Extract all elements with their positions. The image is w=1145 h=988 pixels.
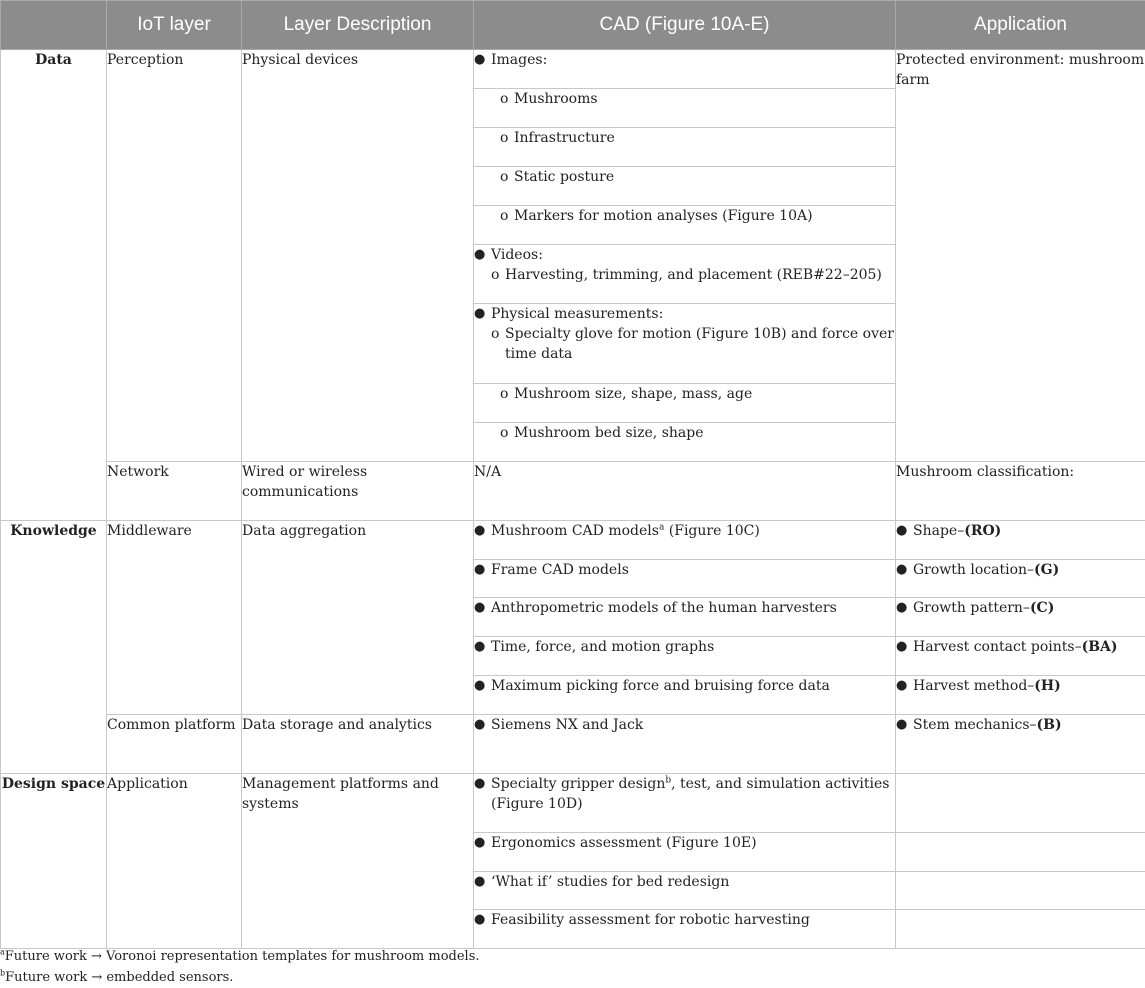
description-application: Management platforms and systems bbox=[242, 774, 474, 949]
header-application: Application bbox=[896, 1, 1145, 50]
layer-middleware: Middleware bbox=[107, 521, 242, 715]
sub-bullet-icon: o bbox=[500, 89, 514, 109]
layer-perception: Perception bbox=[107, 50, 242, 462]
description-middleware: Data aggregation bbox=[242, 521, 474, 715]
group-design-space: Design space bbox=[1, 774, 107, 949]
table-row bbox=[1, 50, 1145, 89]
cad-markers: o Markers for motion analyses (Figure 10A) bbox=[474, 206, 896, 245]
group-data: Data bbox=[1, 50, 107, 521]
cad-graphs: ● Time, force, and motion graphs bbox=[474, 637, 896, 676]
bullet-icon: ● bbox=[896, 521, 913, 541]
sub-bullet-icon: o bbox=[500, 167, 514, 187]
cad-bed-size: o Mushroom bed size, shape bbox=[474, 423, 896, 462]
cad-physical-measurements: ● Physical measurements: o Specialty glove for motion (Figure 10B) and force over time data bbox=[474, 304, 896, 384]
bullet-icon: ● bbox=[474, 676, 491, 696]
cad-videos: ● Videos: o Harvesting, trimming, and placement (REB#22–205) bbox=[474, 245, 896, 304]
bullet-icon: ● bbox=[896, 715, 913, 735]
header-cad: CAD (Figure 10A-E) bbox=[474, 1, 896, 50]
bullet-icon: ● bbox=[474, 774, 491, 794]
sub-bullet-icon: o bbox=[500, 384, 514, 404]
cad-images: ● Images: bbox=[474, 50, 896, 89]
description-common-platform: Data storage and analytics bbox=[242, 715, 474, 774]
header-row bbox=[1, 1, 1145, 50]
bullet-icon: ● bbox=[474, 245, 491, 265]
cad-mushroom-size: o Mushroom size, shape, mass, age bbox=[474, 384, 896, 423]
app-shape: ● Shape–(RO) bbox=[896, 521, 1145, 560]
app-stem-mechanics: ● Stem mechanics–(B) bbox=[896, 715, 1145, 774]
footnote-b: $^b$Future work → embedded sensors. bbox=[0, 967, 1145, 988]
bullet-icon: ● bbox=[474, 715, 491, 735]
cad-ergonomics: ● Ergonomics assessment (Figure 10E) bbox=[474, 833, 896, 872]
cad-anthropometric: ● Anthropometric models of the human harvesters bbox=[474, 598, 896, 637]
layer-application: Application bbox=[107, 774, 242, 949]
empty-cell bbox=[896, 872, 1145, 910]
group-knowledge: Knowledge bbox=[1, 521, 107, 774]
cad-infrastructure: o Infrastructure bbox=[474, 128, 896, 167]
footnote-mark: b bbox=[665, 775, 671, 785]
cad-siemens: ● Siemens NX and Jack bbox=[474, 715, 896, 774]
bullet-icon: ● bbox=[896, 676, 913, 696]
app-harvest-contact: ● Harvest contact points–(BA) bbox=[896, 637, 1145, 676]
table-row bbox=[1, 774, 1145, 833]
cad-mushroom-cad-models: ● Mushroom CAD models$^a$ (Figure 10C) bbox=[474, 521, 896, 560]
app-growth-location: ● Growth location–(G) bbox=[896, 560, 1145, 598]
cad-gripper: ● Specialty gripper design$^b$, test, and simulation activities (Figure 10D) bbox=[474, 774, 896, 833]
table-row bbox=[1, 715, 1145, 774]
header-group-cell bbox=[1, 1, 107, 50]
description-perception: Physical devices bbox=[242, 50, 474, 462]
layer-network: Network bbox=[107, 462, 242, 521]
cad-frame-models: ● Frame CAD models bbox=[474, 560, 896, 598]
bullet-icon: ● bbox=[474, 521, 491, 541]
table-row bbox=[1, 521, 1145, 560]
bullet-icon: ● bbox=[896, 560, 913, 580]
description-network: Wired or wireless communications bbox=[242, 462, 474, 521]
empty-cell bbox=[896, 910, 1145, 949]
bullet-icon: ● bbox=[896, 598, 913, 618]
sub-bullet-icon: o bbox=[491, 324, 505, 344]
bullet-icon: ● bbox=[474, 304, 491, 324]
application-network: Mushroom classification: bbox=[896, 462, 1145, 521]
header-iot-layer: IoT layer bbox=[107, 1, 242, 50]
bullet-icon: ● bbox=[474, 598, 491, 618]
bullet-icon: ● bbox=[474, 833, 491, 853]
table-row bbox=[1, 462, 1145, 521]
sub-bullet-icon: o bbox=[500, 423, 514, 443]
application-perception: Protected environment: mushroom farm bbox=[896, 50, 1145, 462]
app-growth-pattern: ● Growth pattern–(C) bbox=[896, 598, 1145, 637]
layer-common-platform: Common platform bbox=[107, 715, 242, 774]
cad-what-if: ● ‘What if’ studies for bed redesign bbox=[474, 872, 896, 910]
empty-cell bbox=[896, 774, 1145, 833]
header-layer-description: Layer Description bbox=[242, 1, 474, 50]
cad-network: N/A bbox=[474, 462, 896, 521]
bullet-icon: ● bbox=[896, 637, 913, 657]
bullet-icon: ● bbox=[474, 560, 491, 580]
bullet-icon: ● bbox=[474, 910, 491, 930]
bullet-icon: ● bbox=[474, 872, 491, 892]
sub-bullet-icon: o bbox=[500, 128, 514, 148]
app-harvest-method: ● Harvest method–(H) bbox=[896, 676, 1145, 715]
sub-bullet-icon: o bbox=[491, 265, 505, 285]
cad-static-posture: o Static posture bbox=[474, 167, 896, 206]
cad-force-data: ● Maximum picking force and bruising force data bbox=[474, 676, 896, 715]
footnote-a: $^a$Future work → Voronoi representation templates for mushroom models. bbox=[0, 946, 1145, 967]
bullet-icon: ● bbox=[474, 50, 491, 70]
bullet-icon: ● bbox=[474, 637, 491, 657]
footnotes bbox=[0, 946, 1145, 988]
empty-cell bbox=[896, 833, 1145, 872]
footnote-mark: a bbox=[659, 522, 664, 532]
cad-mushrooms: o Mushrooms bbox=[474, 89, 896, 128]
sub-bullet-icon: o bbox=[500, 206, 514, 226]
cad-feasibility: ● Feasibility assessment for robotic harvesting bbox=[474, 910, 896, 949]
